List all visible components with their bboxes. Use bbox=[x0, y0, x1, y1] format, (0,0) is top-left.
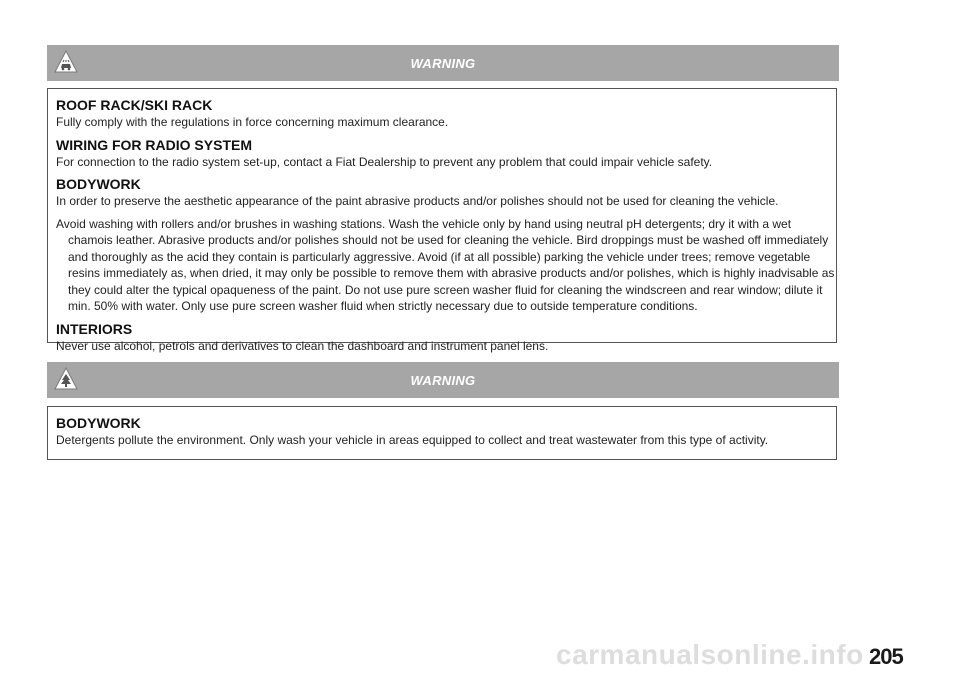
paragraph-bodywork-env: Detergents pollute the environment. Only wash your vehicle in areas equipped to collect and treat wastewater from this type of activity. bbox=[56, 433, 769, 447]
warning-title-2: WARNING bbox=[410, 373, 476, 388]
section-heading-bodywork: BODYWORK bbox=[56, 176, 141, 192]
section-heading-interiors: INTERIORS bbox=[56, 320, 133, 337]
paragraph-radio-wiring: For connection to the radio system set-up, contact a Fiat Dealership to prevent any problem that could impair vehicle safety. bbox=[56, 154, 713, 169]
warning-title-1: WARNING bbox=[410, 56, 476, 71]
paragraph-interiors: Never use alcohol, petrols and derivatives to clean the dashboard and instrument panel lens. bbox=[56, 338, 549, 353]
section-heading-radio-wiring: WIRING FOR RADIO SYSTEM bbox=[56, 136, 252, 153]
warning-box-2 bbox=[47, 406, 837, 460]
page-number: 205 bbox=[869, 644, 903, 669]
warning-box-1 bbox=[47, 88, 837, 353]
paragraph-bodywork-2: Avoid washing with rollers and/or brushes in washing stations. Wash the vehicle only by hand using neutral pH detergents; dry it with a wet chamois leather. Abrasive products and/or polishes should not be used for cleaning the vehicle. Bird droppings must be washed off immediately and thoroughly as the acid they contain is particularly aggressive. Avoid (if at all possible) parking the vehicle under trees; remove vegetable resins immediately as, when dried, it may only be possible to remove them with abrasive products and/or polishes, which is highly inadvisable as they could alter the typical opaqueness of the paint. Do not use pure screen washer fluid for cleaning the windscreen and rear window; dilute it min. 50% with water. Only use pure screen washer fluid when strictly necessary due to outside temperature conditions. bbox=[56, 216, 835, 313]
site-watermark: carmanualsonline.info bbox=[556, 639, 864, 670]
warning-header-1 bbox=[47, 45, 839, 81]
paragraph-bodywork-1: In order to preserve the aesthetic appearance of the paint abrasive products and/or polishes should not be used for cleaning the vehicle. bbox=[56, 194, 779, 208]
warning-header-2 bbox=[47, 362, 839, 398]
section-heading-bodywork-env: BODYWORK bbox=[56, 415, 141, 431]
paragraph-roof-rack: Fully comply with the regulations in force concerning maximum clearance. bbox=[56, 115, 449, 129]
section-heading-roof-rack: ROOF RACK/SKI RACK bbox=[56, 97, 213, 113]
